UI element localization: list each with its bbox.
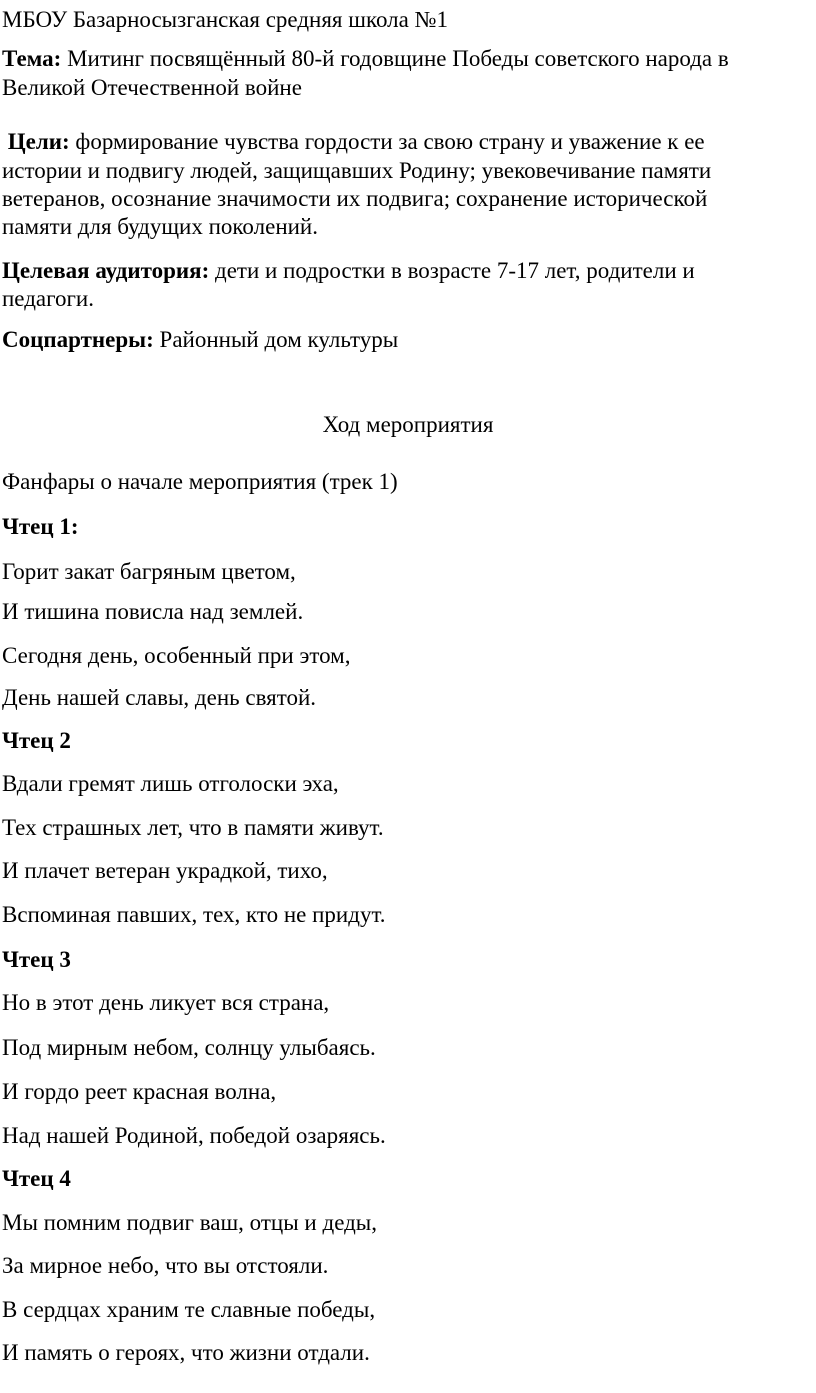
reader-1-line-2: И тишина повисла над землей. xyxy=(2,599,304,624)
theme-label: Тема: xyxy=(2,46,62,71)
reader-3-line-3: И гордо реет красная волна, xyxy=(2,1079,277,1104)
theme-line-2: Великой Отечественной войне xyxy=(2,75,302,100)
reader-3-line-4: Над нашей Родиной, победой озаряясь. xyxy=(2,1123,386,1148)
event-heading: Ход мероприятия xyxy=(322,412,494,437)
reader-3-line-1: Но в этот день ликует вся страна, xyxy=(2,990,330,1015)
reader-3-label: Чтец 3 xyxy=(2,947,71,972)
reader-3-line-2: Под мирным небом, солнцу улыбаясь. xyxy=(2,1035,376,1060)
reader-2-label: Чтец 2 xyxy=(2,728,71,753)
reader-1-label: Чтец 1: xyxy=(2,514,79,539)
audience-line-1 xyxy=(2,256,695,285)
reader-4-line-3: В сердцах храним те славные победы, xyxy=(2,1297,376,1322)
theme-text: Митинг посвящённый 80-й годовщине Победы советского народа в xyxy=(61,46,729,71)
goals-label: Цели: xyxy=(7,129,70,154)
reader-2-line-3: И плачет ветеран украдкой, тихо, xyxy=(2,858,328,883)
partners-label: Соцпартнеры: xyxy=(2,327,154,352)
reader-2-line-1: Вдали гремят лишь отголоски эха, xyxy=(2,771,339,796)
goals-line-4: памяти для будущих поколений. xyxy=(2,214,318,239)
partners-text: Районный дом культуры xyxy=(153,327,399,352)
audience-text: дети и подростки в возрасте 7-17 лет, родители и xyxy=(209,258,695,283)
goals-text: формирование чувства гордости за свою страну и уважение к ее xyxy=(69,129,705,154)
reader-4-line-1: Мы помним подвиг ваш, отцы и деды, xyxy=(2,1210,378,1235)
reader-4-label: Чтец 4 xyxy=(2,1166,71,1191)
audience-label: Целевая аудитория: xyxy=(2,258,210,283)
theme-line-1 xyxy=(2,44,729,73)
school-name: МБОУ Базарносызганская средняя школа №1 xyxy=(2,7,449,32)
goals-line-1 xyxy=(2,127,705,156)
reader-2-line-4: Вспоминая павших, тех, кто не придут. xyxy=(2,902,386,927)
reader-2-line-2: Тех страшных лет, что в памяти живут. xyxy=(2,815,384,840)
goals-line-3: ветеранов, осознание значимости их подвига; сохранение исторической xyxy=(2,186,708,211)
audience-line-2: педагоги. xyxy=(2,286,94,311)
fanfare-line: Фанфары о начале мероприятия (трек 1) xyxy=(2,469,398,494)
reader-1-line-3: Сегодня день, особенный при этом, xyxy=(2,643,351,668)
reader-4-line-2: За мирное небо, что вы отстояли. xyxy=(2,1253,329,1278)
reader-1-line-4: День нашей славы, день святой. xyxy=(2,685,317,710)
partners-line xyxy=(2,325,398,354)
reader-1-line-1: Горит закат багряным цветом, xyxy=(2,559,296,584)
goals-line-2: истории и подвигу людей, защищавших Родину; увековечивание памяти xyxy=(2,158,712,183)
reader-4-line-4: И память о героях, что жизни отдали. xyxy=(2,1340,370,1365)
